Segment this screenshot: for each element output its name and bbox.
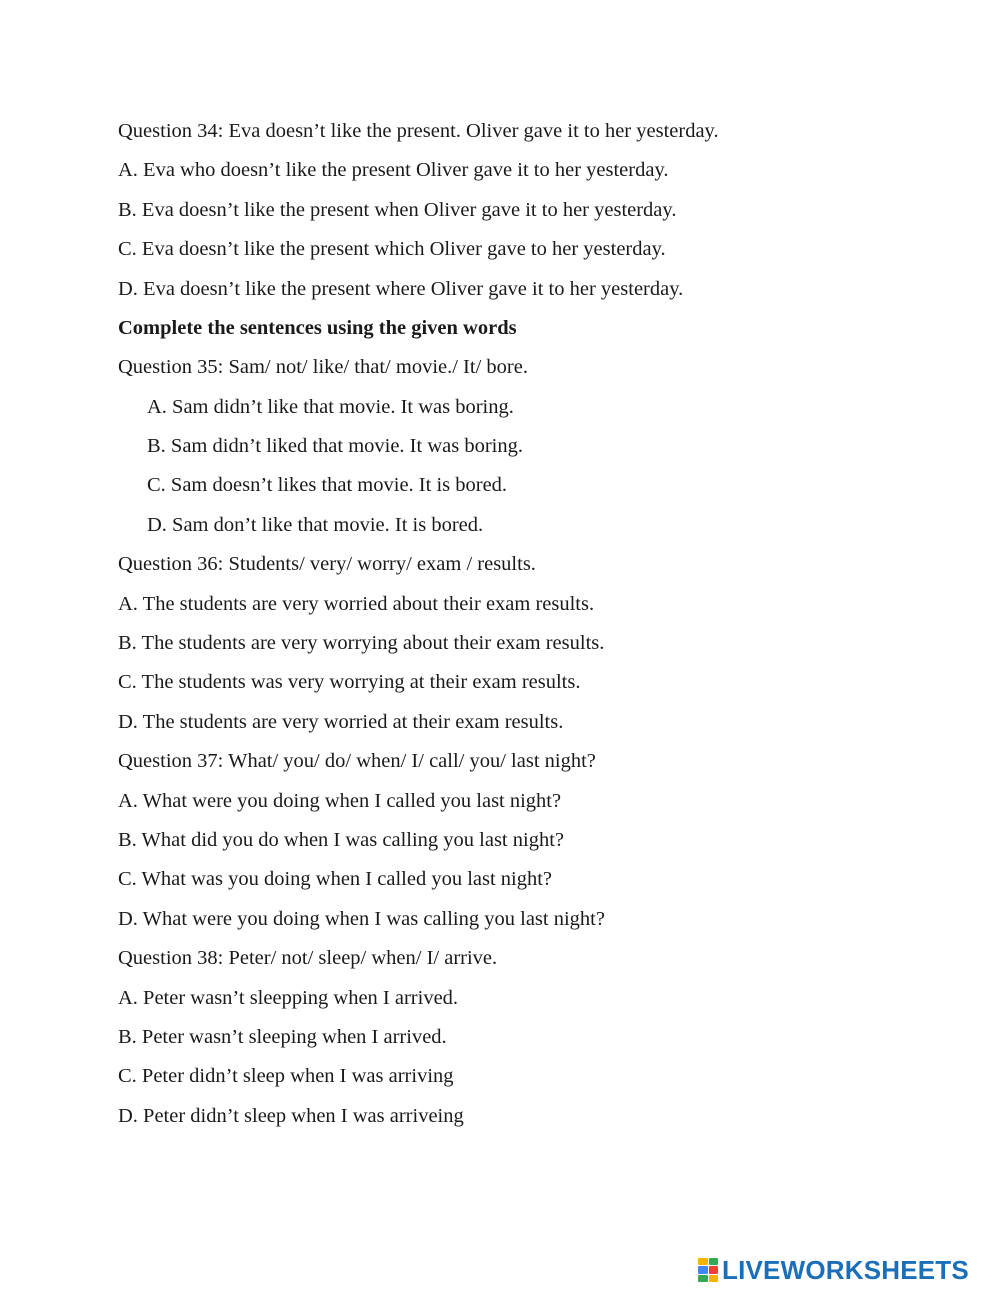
q35-option-b: B. Sam didn’t liked that movie. It was boring. — [147, 435, 523, 457]
logo-text: LIVEWORKSHEETS — [722, 1255, 969, 1285]
question-36: Question 36: Students/ very/ worry/ exam / results. — [118, 553, 536, 575]
q35-option-d: D. Sam don’t like that movie. It is bored. — [147, 514, 484, 536]
section-heading: Complete the sentences using the given words — [118, 317, 517, 339]
q37-option-a: A. What were you doing when I called you last night? — [118, 790, 562, 812]
question-37: Question 37: What/ you/ do/ when/ I/ call/ you/ last night? — [118, 750, 596, 772]
q36-option-b: B. The students are very worrying about their exam results. — [118, 632, 605, 654]
q38-option-d: D. Peter didn’t sleep when I was arriveing — [118, 1105, 464, 1127]
q34-option-c: C. Eva doesn’t like the present which Oliver gave to her yesterday. — [118, 238, 666, 260]
liveworksheets-blocks-icon — [698, 1258, 718, 1282]
question-38: Question 38: Peter/ not/ sleep/ when/ I/ arrive. — [118, 947, 498, 969]
q38-option-b: B. Peter wasn’t sleeping when I arrived. — [118, 1026, 447, 1048]
q34-option-a: A. Eva who doesn’t like the present Oliver gave it to her yesterday. — [118, 159, 669, 181]
q37-option-c: C. What was you doing when I called you last night? — [118, 868, 553, 890]
q37-option-d: D. What were you doing when I was calling you last night? — [118, 908, 605, 930]
question-35: Question 35: Sam/ not/ like/ that/ movie./ It/ bore. — [118, 356, 528, 378]
q35-option-c: C. Sam doesn’t likes that movie. It is bored. — [147, 474, 508, 496]
q35-option-a: A. Sam didn’t like that movie. It was boring. — [147, 396, 514, 418]
q36-option-d: D. The students are very worried at their exam results. — [118, 711, 564, 733]
question-34: Question 34: Eva doesn’t like the present. Oliver gave it to her yesterday. — [118, 120, 719, 142]
q34-option-b: B. Eva doesn’t like the present when Oliver gave it to her yesterday. — [118, 199, 677, 221]
liveworksheets-logo[interactable] — [698, 1256, 969, 1284]
q34-option-d: D. Eva doesn’t like the present where Oliver gave it to her yesterday. — [118, 278, 684, 300]
q36-option-a: A. The students are very worried about their exam results. — [118, 593, 595, 615]
q38-option-c: C. Peter didn’t sleep when I was arriving — [118, 1065, 454, 1087]
q37-option-b: B. What did you do when I was calling you last night? — [118, 829, 564, 851]
q38-option-a: A. Peter wasn’t sleepping when I arrived. — [118, 987, 459, 1009]
q36-option-c: C. The students was very worrying at their exam results. — [118, 671, 581, 693]
